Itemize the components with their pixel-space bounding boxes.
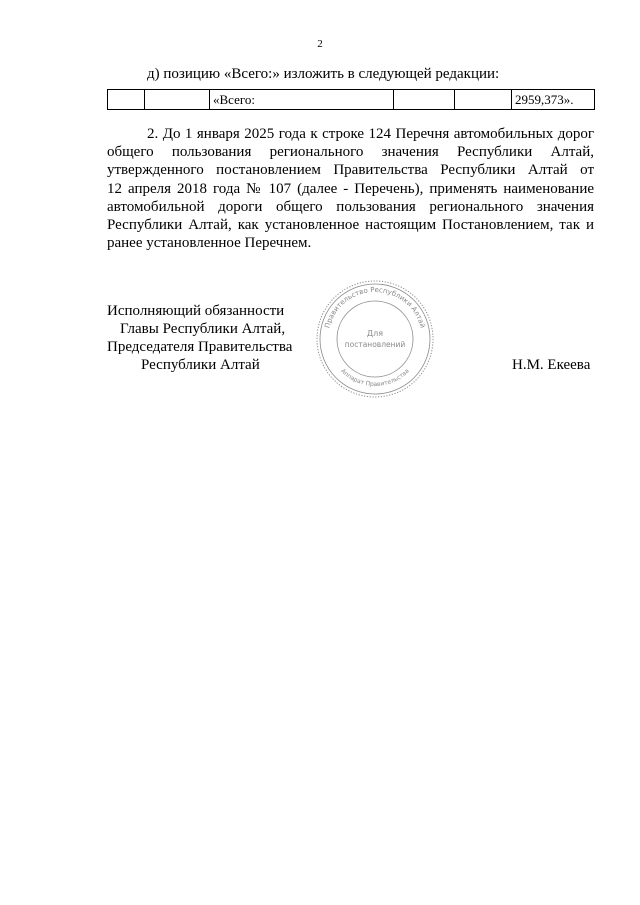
signature-title-line: Председателя Правительства — [107, 339, 293, 355]
table-cell — [145, 90, 210, 110]
paragraph-line: ранее установленное Перечнем. — [107, 235, 312, 252]
amendment-table — [107, 89, 595, 110]
table-cell — [394, 90, 455, 110]
stamp-ring-text: Правительство Республики Алтай — [323, 285, 427, 330]
official-seal-stamp — [314, 278, 436, 400]
table-row — [108, 90, 595, 110]
table-cell: «Всего: — [210, 90, 394, 110]
paragraph-2 — [107, 125, 594, 252]
stamp-center-line2: постановлений — [344, 340, 406, 349]
svg-text:Аппарат Правительства — [339, 367, 411, 388]
signature-title-line: Главы Республики Алтай, — [120, 321, 286, 337]
signatory-name: Н.М. Екеева — [512, 357, 591, 373]
signature-title-line: Исполняющий обязанности — [107, 303, 285, 319]
signature-title-line: Республики Алтай — [141, 357, 260, 373]
paragraph-line: 12 апреля 2018 года № 107 (далее - Перечень), применять наименование — [107, 180, 594, 197]
table-cell: 2959,373». — [512, 90, 595, 110]
paragraph-line: утвержденного постановлением Правительства Республики Алтай от — [107, 162, 594, 179]
paragraph-line: общего пользования регионального значения Республики Алтай, — [107, 144, 594, 161]
table-cell — [108, 90, 145, 110]
table-cell — [455, 90, 512, 110]
paragraph-line: Республики Алтай, как установленное настоящим Постановлением, так и — [107, 216, 594, 233]
paragraph-line: автомобильной дороги общего пользования регионального значения — [107, 198, 594, 215]
svg-text:Правительство Республики Алтай — [323, 286, 426, 329]
page-number: 2 — [317, 38, 323, 50]
paragraph-line: 2. До 1 января 2025 года к строке 124 Перечня автомобильных дорог — [147, 126, 594, 142]
stamp-center-line1: Для — [366, 329, 384, 338]
stamp-ring-text-bottom: Аппарат Правительства — [339, 367, 411, 389]
amendment-intro: д) позицию «Всего:» изложить в следующей редакции: — [147, 66, 500, 82]
